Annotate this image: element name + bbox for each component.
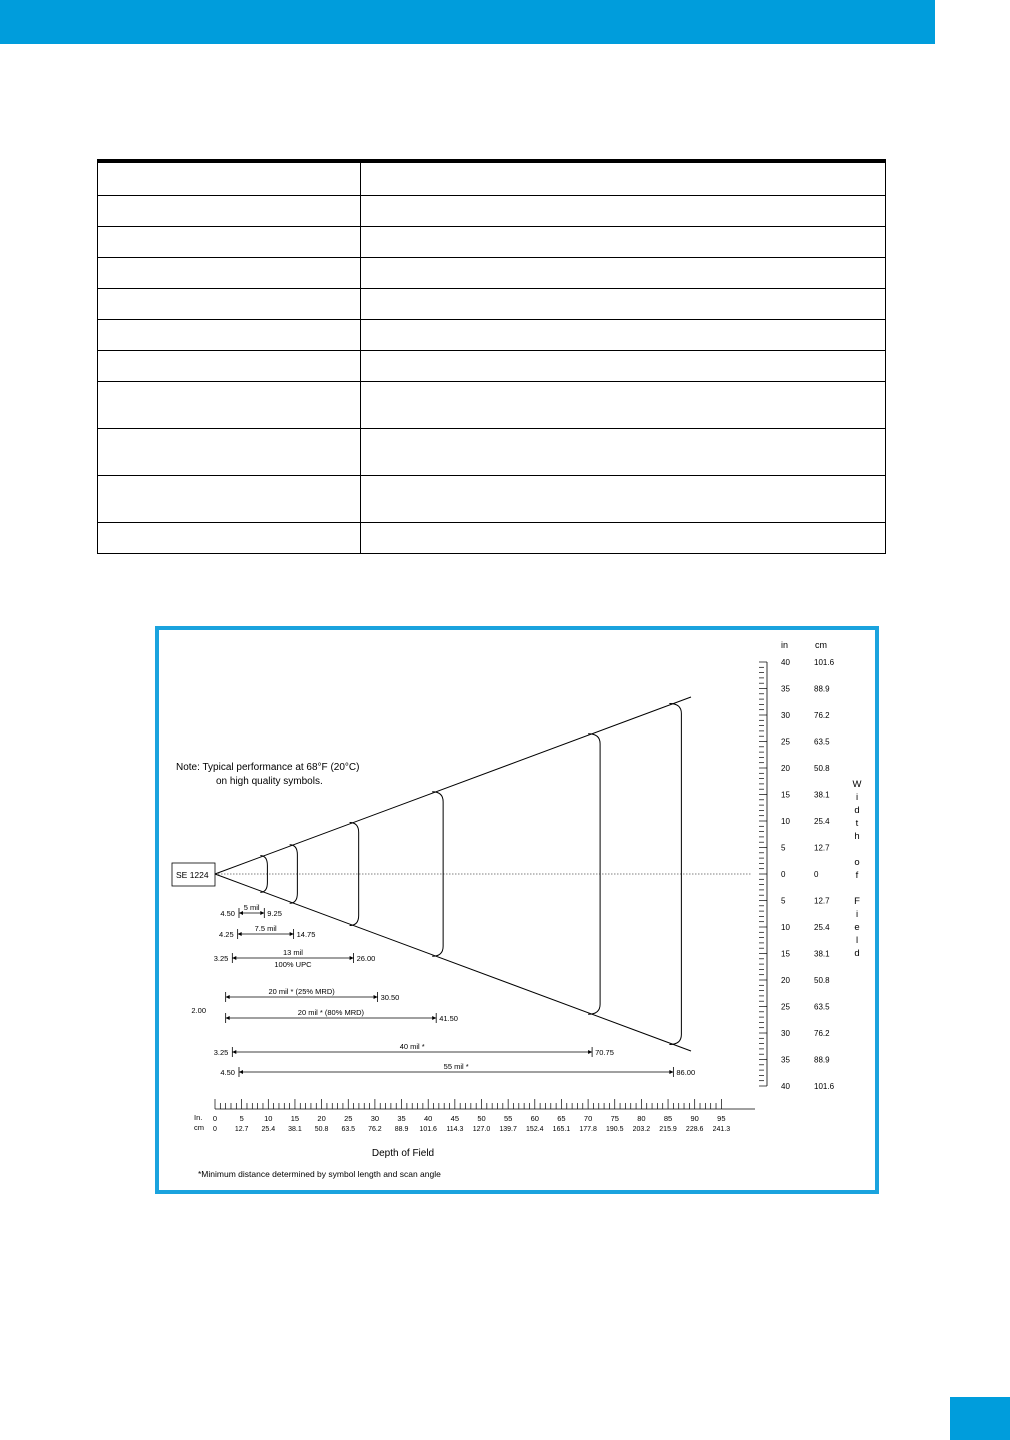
depth-label-cm: 0 xyxy=(213,1126,217,1133)
range-max-value: 30.50 xyxy=(380,993,400,1002)
range-max-value: 14.75 xyxy=(296,930,316,939)
range-min-value: 2.00 xyxy=(191,1006,206,1015)
depth-label-cm: 165.1 xyxy=(552,1126,571,1133)
depth-label-cm: 228.6 xyxy=(685,1126,704,1133)
range-label: 13 mil xyxy=(282,948,303,957)
range-min-value: 3.25 xyxy=(213,954,229,963)
depth-label-in: 20 xyxy=(317,1114,326,1123)
depth-label-cm: 101.6 xyxy=(419,1126,437,1133)
range-min-value: 4.50 xyxy=(220,1068,235,1077)
table-row xyxy=(98,523,886,554)
range-arrow-left xyxy=(239,911,243,915)
depth-label-cm: 114.3 xyxy=(446,1126,464,1133)
table-row xyxy=(98,476,886,523)
depth-label-in: 50 xyxy=(477,1114,486,1123)
header-bar xyxy=(0,0,935,44)
depth-label-cm: 38.1 xyxy=(288,1126,302,1133)
range-arrow-right xyxy=(432,1016,436,1020)
depth-label-in: 40 xyxy=(424,1114,433,1123)
depth-label-cm: 50.8 xyxy=(314,1126,329,1133)
page-corner-tab xyxy=(950,1397,1010,1440)
width-label-in: 10 xyxy=(781,817,790,826)
table-row xyxy=(98,429,886,476)
range-arrow-left xyxy=(238,932,242,936)
table-row xyxy=(98,351,886,382)
depth-label-in: 75 xyxy=(610,1114,619,1123)
range-arrow-left xyxy=(239,1070,243,1074)
width-label-in: 0 xyxy=(781,870,786,879)
depth-label-cm: 12.7 xyxy=(234,1126,249,1133)
depth-label-cm: 63.5 xyxy=(341,1126,356,1133)
depth-label-cm: 190.5 xyxy=(605,1126,624,1133)
width-label-in: 5 xyxy=(781,843,786,853)
depth-label-in: 55 xyxy=(503,1114,513,1123)
decode-zone-svg xyxy=(159,630,875,1190)
range-arrow-right xyxy=(374,995,378,999)
width-axis-unit-in: in xyxy=(781,640,789,650)
width-label-cm: 101.6 xyxy=(814,658,835,667)
depth-label-cm: 152.4 xyxy=(526,1126,544,1133)
width-title-letter: h xyxy=(854,831,860,842)
width-label-in: 30 xyxy=(781,1029,790,1038)
range-max-value: 26.00 xyxy=(356,954,376,963)
width-axis-labels xyxy=(781,658,835,1091)
width-axis-ticks xyxy=(759,662,767,1086)
range-min-value: 3.25 xyxy=(213,1048,229,1057)
width-title-letter: t xyxy=(855,818,859,829)
depth-label-in: 90 xyxy=(690,1114,699,1123)
width-label-cm: 25.4 xyxy=(814,817,830,826)
range-max-value: 70.75 xyxy=(595,1048,614,1057)
width-title-letter: l xyxy=(855,935,859,946)
depth-axis-title: Depth of Field xyxy=(371,1148,435,1159)
width-label-in: 30 xyxy=(781,711,790,720)
width-label-cm: 50.8 xyxy=(814,764,830,773)
depth-label-in: 5 xyxy=(239,1114,244,1123)
depth-label-in: 85 xyxy=(663,1114,673,1123)
range-label: 20 mil * (25% MRD) xyxy=(268,987,335,996)
depth-label-in: 65 xyxy=(557,1114,566,1123)
depth-label-in: 60 xyxy=(530,1114,539,1123)
footnote: *Minimum distance determined by symbol length and scan angle xyxy=(198,1169,441,1179)
depth-axis-unit-cm: cm xyxy=(194,1123,204,1132)
width-label-in: 35 xyxy=(781,684,790,694)
table-row xyxy=(98,227,886,258)
scanner-label: SE 1224 xyxy=(176,870,209,880)
width-label-cm: 76.2 xyxy=(814,1029,830,1038)
depth-label-cm: 203.2 xyxy=(632,1126,651,1133)
depth-label-cm: 215.9 xyxy=(659,1126,677,1133)
depth-label-in: 80 xyxy=(637,1114,646,1123)
range-max-value: 41.50 xyxy=(439,1014,458,1023)
depth-label-in: 0 xyxy=(212,1114,218,1123)
range-arrow-right xyxy=(588,1050,592,1054)
width-label-cm: 0 xyxy=(814,870,819,879)
width-label-in: 15 xyxy=(781,949,790,959)
range-arrow-right xyxy=(290,932,294,936)
range-arrow-right xyxy=(260,911,264,915)
width-label-cm: 38.1 xyxy=(814,790,830,800)
width-title-letter: e xyxy=(854,922,860,933)
depth-label-in: 45 xyxy=(450,1114,460,1123)
depth-label-cm: 177.8 xyxy=(579,1126,597,1133)
decode-zone-diagram xyxy=(155,626,879,1194)
width-label-cm: 63.5 xyxy=(814,737,830,747)
range-label: 40 mil * xyxy=(399,1042,425,1051)
range-arrow-right xyxy=(350,956,354,960)
depth-label-cm: 127.0 xyxy=(472,1126,491,1133)
note-line-2: on high quality symbols. xyxy=(216,776,323,787)
width-label-in: 15 xyxy=(781,790,790,800)
range-min-value: 4.25 xyxy=(219,930,234,939)
range-arrow-left xyxy=(232,1050,236,1054)
depth-axis-unit-in: In. xyxy=(194,1113,203,1122)
width-label-cm: 50.8 xyxy=(814,976,830,985)
range-max-value: 86.00 xyxy=(676,1068,696,1077)
table-row xyxy=(98,320,886,351)
width-title-letter: F xyxy=(854,896,860,907)
depth-label-in: 70 xyxy=(583,1114,593,1123)
width-title-letter: f xyxy=(855,870,859,881)
spec-table xyxy=(97,159,886,554)
range-arrow-left xyxy=(226,1016,230,1020)
table-row xyxy=(98,258,886,289)
width-axis-title xyxy=(853,779,862,959)
width-label-cm: 101.6 xyxy=(814,1082,835,1091)
width-label-in: 25 xyxy=(781,737,790,747)
depth-label-in: 10 xyxy=(264,1114,273,1123)
width-label-cm: 88.9 xyxy=(814,1055,830,1065)
width-title-letter: d xyxy=(854,948,860,959)
range-label: 5 mil xyxy=(243,903,260,912)
width-title-letter: i xyxy=(855,909,859,920)
width-label-in: 20 xyxy=(781,976,790,985)
note-line-1: Note: Typical performance at 68°F (20°C) xyxy=(176,762,360,773)
range-label: 7.5 mil xyxy=(254,924,277,933)
width-label-in: 40 xyxy=(781,658,790,667)
depth-label-cm: 76.2 xyxy=(368,1126,382,1133)
width-label-cm: 25.4 xyxy=(814,923,830,932)
depth-label-in: 35 xyxy=(397,1114,406,1123)
width-label-cm: 76.2 xyxy=(814,711,830,720)
depth-label-in: 15 xyxy=(290,1114,300,1123)
width-label-cm: 12.7 xyxy=(814,896,830,906)
range-max-value: 9.25 xyxy=(267,909,282,918)
width-title-letter: o xyxy=(854,857,860,868)
width-label-cm: 88.9 xyxy=(814,684,830,694)
range-arrow-right xyxy=(669,1070,673,1074)
range-arrow-left xyxy=(226,995,230,999)
width-label-in: 40 xyxy=(781,1082,790,1091)
table-row xyxy=(98,382,886,429)
range-label: 55 mil * xyxy=(443,1062,469,1071)
depth-label-cm: 139.7 xyxy=(499,1126,517,1133)
depth-label-cm: 88.9 xyxy=(394,1126,409,1133)
range-sublabel: 100% UPC xyxy=(274,960,312,969)
depth-axis-labels xyxy=(213,1114,730,1133)
table-row xyxy=(98,196,886,227)
range-label: 20 mil * (80% MRD) xyxy=(297,1008,365,1017)
depth-label-cm: 241.3 xyxy=(712,1126,731,1133)
width-title-letter: d xyxy=(854,805,860,816)
table-row xyxy=(98,289,886,320)
depth-label-in: 95 xyxy=(717,1114,726,1123)
width-title-letter: i xyxy=(855,792,859,803)
depth-label-in: 25 xyxy=(344,1114,353,1123)
width-label-in: 25 xyxy=(781,1002,790,1012)
width-label-in: 35 xyxy=(781,1055,790,1065)
width-label-cm: 63.5 xyxy=(814,1002,830,1012)
width-label-in: 10 xyxy=(781,923,790,932)
table-header-row xyxy=(98,161,886,196)
width-label-in: 5 xyxy=(781,896,786,906)
depth-label-cm: 25.4 xyxy=(261,1126,276,1133)
width-label-in: 20 xyxy=(781,764,790,773)
range-arrow-left xyxy=(232,956,236,960)
width-axis-unit-cm: cm xyxy=(815,640,827,650)
width-title-letter: W xyxy=(852,779,862,790)
width-label-cm: 38.1 xyxy=(814,949,830,959)
range-min-value: 4.50 xyxy=(220,909,235,918)
depth-label-in: 30 xyxy=(370,1114,380,1123)
depth-axis-ticks xyxy=(215,1099,721,1109)
width-label-cm: 12.7 xyxy=(814,843,830,853)
